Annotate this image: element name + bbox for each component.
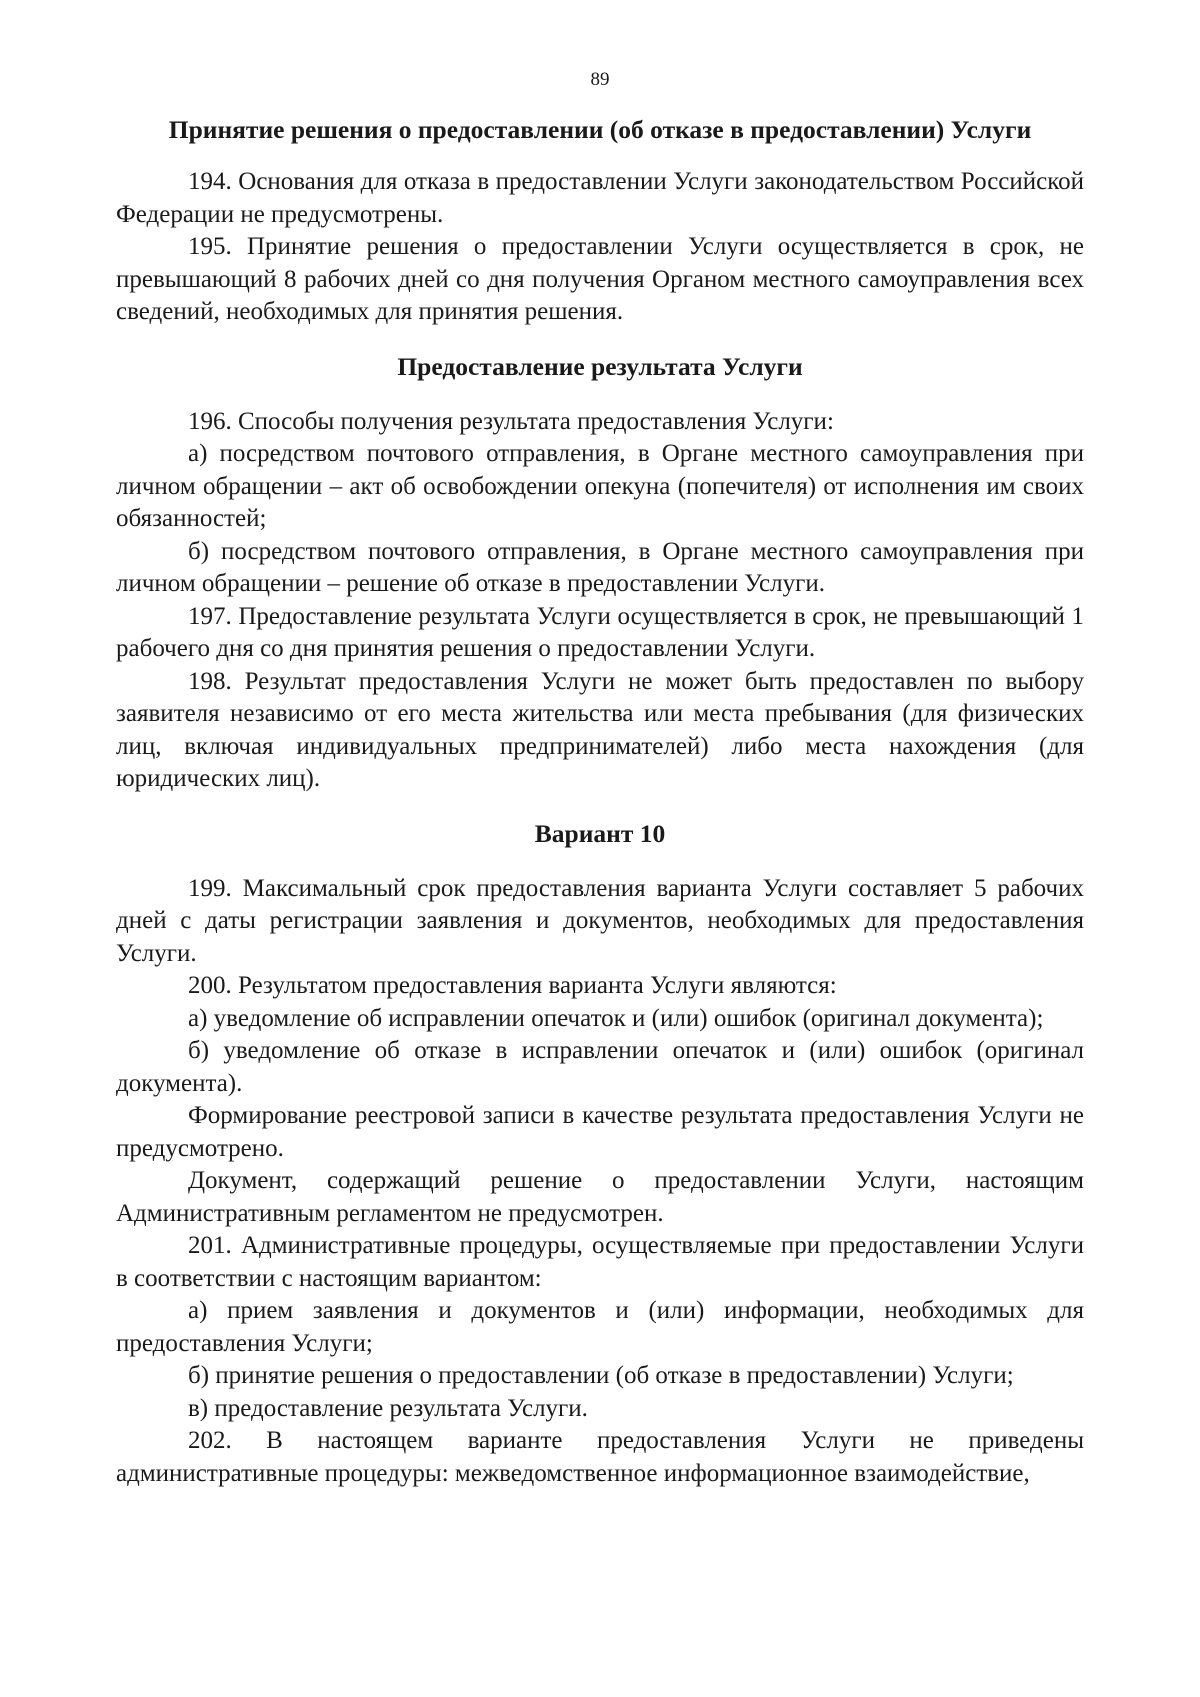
paragraph-201-c: в) предоставление результата Услуги. xyxy=(188,1394,588,1422)
section-heading-variant-10: Вариант 10 xyxy=(534,818,666,848)
paragraph-decision-document: Документ, содержащий решение о предоставлении Услуги, настоящим Административным регламентом не предусмотрен. xyxy=(116,1167,1084,1227)
paragraph-198: 198. Результат предоставления Услуги не может быть предоставлен по выбору заявителя независимо от его места жительства или места пребывания (для физических лиц, включая индивидуальных предпринимателей) либо места нахождения (для юридических лиц). xyxy=(116,667,1084,792)
paragraph-196: 196. Способы получения результата предоставления Услуги: xyxy=(188,407,834,435)
section-heading-decision: Принятие решения о предоставлении (об отказе в предоставлении) Услуги xyxy=(168,115,1032,144)
paragraph-196-a: а) посредством почтового отправления, в Органе местного самоуправления при личном обращении – акт об освобождении опекуна (попечителя) от исполнения им своих обязанностей; xyxy=(116,440,1084,532)
paragraph-196-b: б) посредством почтового отправления, в Органе местного самоуправления при личном обращении – решение об отказе в предоставлении Услуги. xyxy=(116,537,1084,597)
paragraph-200-b: б) уведомление об отказе в исправлении опечаток и (или) ошибок (оригинал документа). xyxy=(116,1037,1084,1097)
paragraph-registry-record: Формирование реестровой записи в качестве результата предоставления Услуги не предусмотрено. xyxy=(116,1102,1084,1162)
paragraph-201-b: б) принятие решения о предоставлении (об отказе в предоставлении) Услуги; xyxy=(188,1362,1014,1389)
section-heading-result: Предоставление результата Услуги xyxy=(397,351,803,381)
paragraph-194: 194. Основания для отказа в предоставлении Услуги законодательством Российской Федерации не предусмотрены. xyxy=(116,168,1084,228)
paragraph-200: 200. Результатом предоставления варианта Услуги являются: xyxy=(188,972,837,999)
page-number: 89 xyxy=(590,69,610,90)
document-page xyxy=(116,68,1084,1490)
paragraph-197: 197. Предоставление результата Услуги осуществляется в срок, не превышающий 1 рабочего дня со дня принятия решения о предоставлении Услуги. xyxy=(116,602,1084,662)
paragraph-202: 202. В настоящем варианте предоставления Услуги не приведены административные процедуры: межведомственное информационное взаимодействие, xyxy=(116,1427,1084,1487)
paragraph-201: 201. Административные процедуры, осуществляемые при предоставлении Услуги в соответствии с настоящим вариантом: xyxy=(116,1232,1084,1292)
paragraph-200-a: а) уведомление об исправлении опечаток и (или) ошибок (оригинал документа); xyxy=(188,1004,1044,1032)
paragraph-201-a: а) прием заявления и документов и (или) информации, необходимых для предоставления Услуги; xyxy=(116,1297,1084,1357)
paragraph-195: 195. Принятие решения о предоставлении Услуги осуществляется в срок, не превышающий 8 рабочих дней со дня получения Органом местного самоуправления всех сведений, необходимых для принятия решения. xyxy=(116,233,1084,325)
paragraph-199: 199. Максимальный срок предоставления варианта Услуги составляет 5 рабочих дней с даты регистрации заявления и документов, необходимых для предоставления Услуги. xyxy=(116,874,1084,967)
